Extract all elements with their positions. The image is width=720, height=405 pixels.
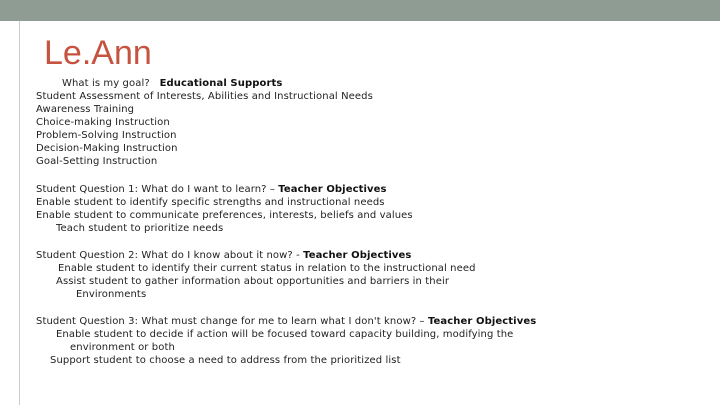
question-2-objectives-label: Teacher Objectives (303, 250, 412, 261)
question-2-objective: Assist student to gather information about opportunities and barriers in their (56, 276, 450, 287)
goal-line (62, 77, 282, 90)
question-2-text: Student Question 2: What do I know about it now? - (36, 250, 300, 261)
supports-item: Goal-Setting Instruction (36, 156, 158, 167)
question-3-line (36, 315, 536, 328)
question-1-objective: Enable student to communicate preferences, interests, beliefs and values (36, 210, 413, 221)
question-1-objectives-label: Teacher Objectives (278, 184, 387, 195)
question-2-objective: Enable student to identify their current status in relation to the instructional need (58, 263, 476, 274)
left-border-rule (19, 21, 20, 405)
goal-prefix: What is my goal? (62, 78, 150, 89)
question-3-objective: environment or both (70, 342, 175, 353)
supports-item: Decision-Making Instruction (36, 143, 178, 154)
goal-heading: Educational Supports (159, 78, 283, 89)
question-1-objective: Enable student to identify specific strengths and instructional needs (36, 197, 385, 208)
question-2-objective: Environments (76, 289, 147, 300)
supports-item: Awareness Training (36, 104, 135, 115)
question-3-objective: Support student to choose a need to address from the prioritized list (50, 355, 401, 366)
supports-item: Student Assessment of Interests, Abilities and Instructional Needs (36, 91, 373, 102)
supports-item: Choice-making Instruction (36, 117, 170, 128)
supports-item: Problem-Solving Instruction (36, 130, 177, 141)
question-2-line (36, 249, 411, 262)
question-3-objective: Enable student to decide if action will be focused toward capacity building, modifying the (56, 329, 514, 340)
question-3-objectives-label: Teacher Objectives (427, 316, 537, 327)
question-1-objective: Teach student to prioritize needs (56, 223, 224, 234)
question-1-text: Student Question 1: What do I want to learn? – (36, 184, 275, 195)
question-1-line (36, 183, 387, 196)
top-accent-bar (0, 0, 720, 21)
question-3-text: Student Question 3: What must change for me to learn what I don't know? – (36, 316, 425, 327)
slide-title: Le.Ann (44, 34, 152, 72)
